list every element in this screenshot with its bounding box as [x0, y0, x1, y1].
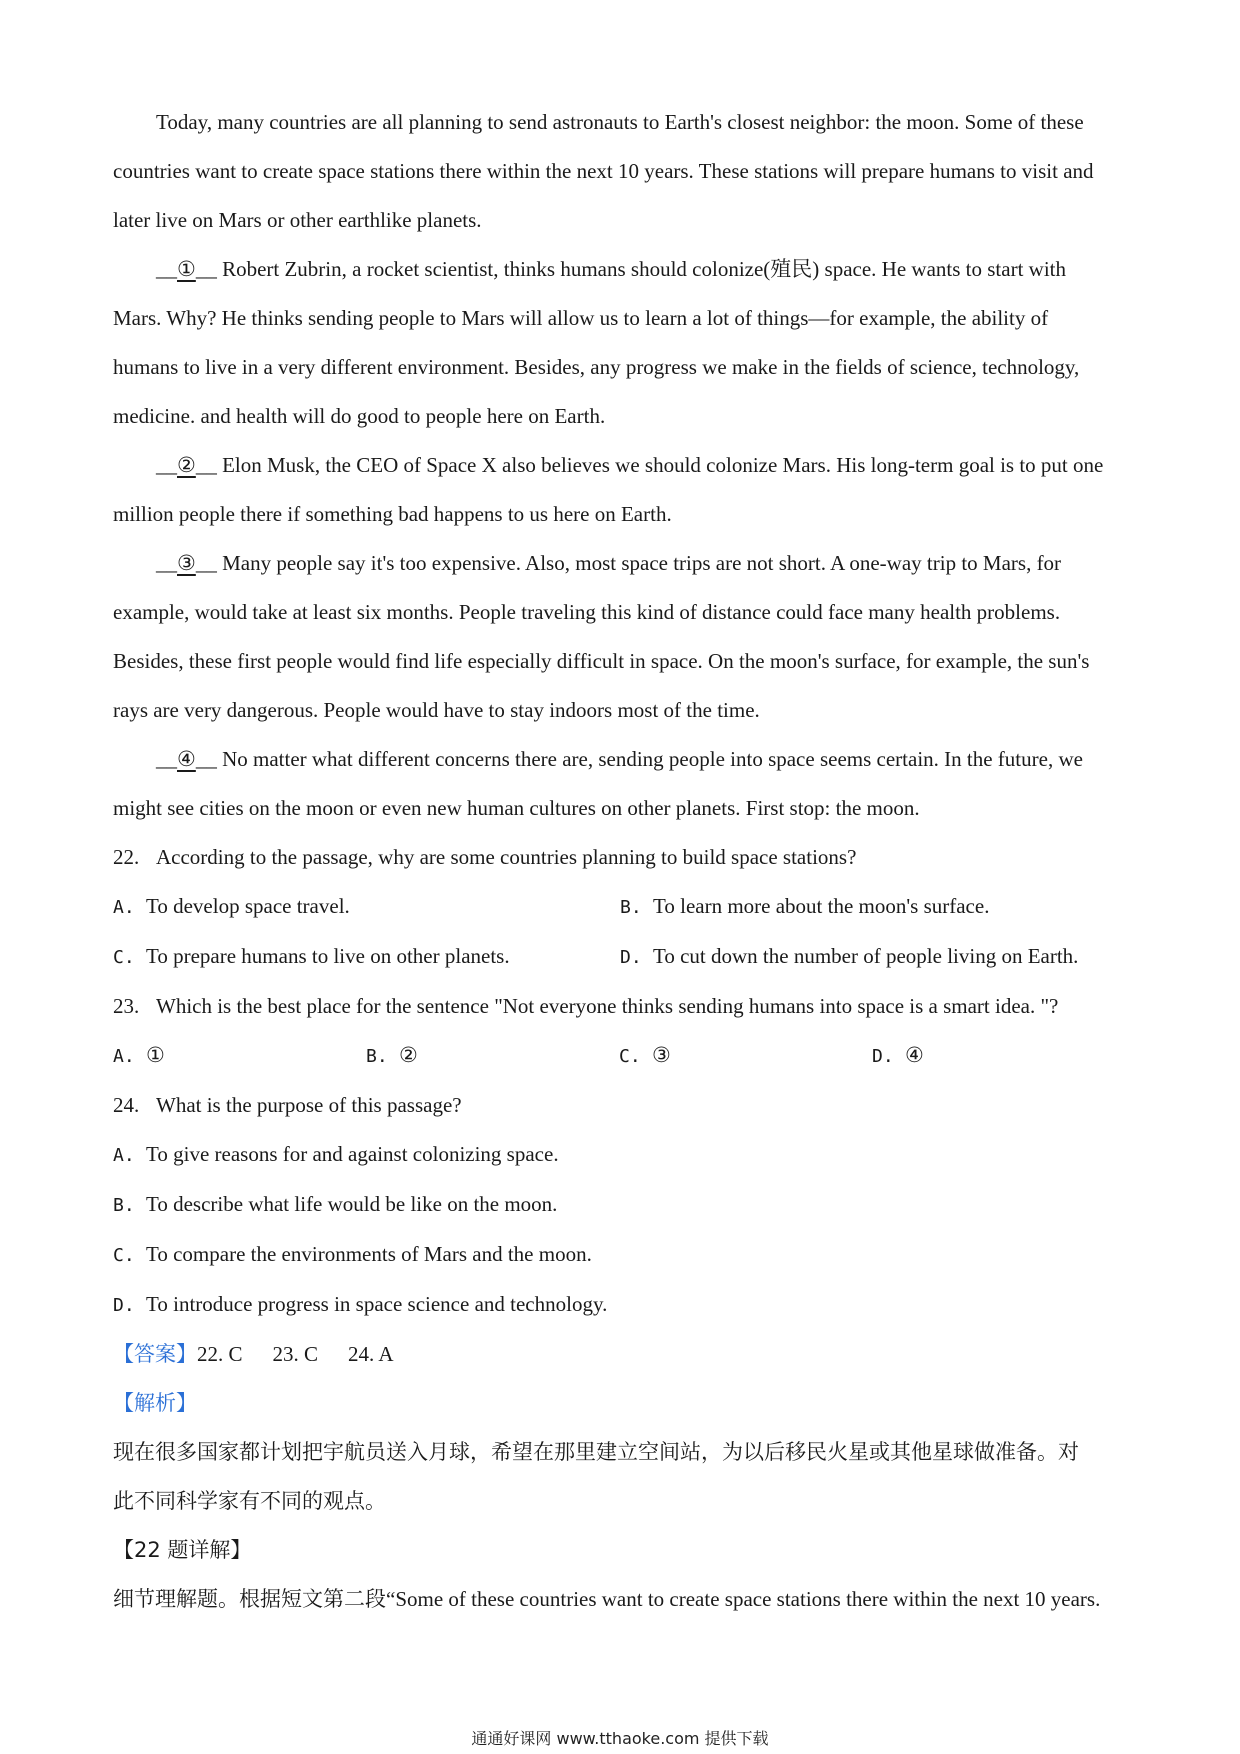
blank-marker: __ [195, 257, 217, 281]
option-letter: C. [113, 1245, 135, 1266]
question-stem [113, 982, 1133, 1031]
option-letter: B. [620, 897, 642, 918]
passage-line: humans to live in a very different environment. Besides, any progress we make in the fields of science, technology, [113, 355, 1080, 379]
question-number: 23. [113, 994, 140, 1018]
passage-text: No matter what different concerns there are, sending people into space seems certain. In the future, we [216, 747, 1083, 771]
passage-line: Today, many countries are all planning to send astronauts to Earth's closest neighbor: the moon. Some of these [156, 110, 1084, 134]
option-text: To develop space travel. [146, 894, 350, 918]
option-text: To learn more about the moon's surface. [653, 894, 990, 918]
passage-line: might see cities on the moon or even new human cultures on other planets. First stop: the moon. [113, 796, 920, 820]
passage-line [113, 735, 1133, 784]
option-text: ④ [905, 1043, 924, 1067]
option-c [619, 1031, 872, 1081]
question-text: According to the passage, why are some countries planning to build space stations? [156, 845, 857, 869]
passage-line: example, would take at least six months. People traveling this kind of distance could face many health problems. [113, 600, 1061, 624]
option-letter: C. [619, 1046, 641, 1067]
option-letter: D. [872, 1046, 894, 1067]
passage-paragraph-5 [113, 735, 1133, 833]
option-letter: B. [366, 1046, 388, 1067]
option-b [620, 882, 1127, 932]
option-a [113, 1031, 366, 1081]
blank-number: ④ [177, 747, 196, 771]
option-row [113, 1031, 1133, 1081]
option-c [113, 1230, 1133, 1280]
answer-line [113, 1330, 1133, 1379]
question-text: Which is the best place for the sentence "Not everyone thinks sending humans into space is a smart idea. "? [156, 994, 1059, 1018]
option-c [113, 932, 620, 982]
answer-label: 【答案】 [113, 1342, 197, 1366]
answer-24: 24. A [348, 1342, 394, 1366]
option-text: To cut down the number of people living on Earth. [653, 944, 1079, 968]
passage-paragraph-1 [113, 98, 1133, 245]
passage-line: Mars. Why? He thinks sending people to Mars will allow us to learn a lot of things—for example, the ability of [113, 306, 1049, 330]
option-letter: B. [113, 1195, 135, 1216]
blank-marker: __ [156, 747, 177, 771]
passage-line [113, 539, 1133, 588]
blank-marker: __ [195, 551, 217, 575]
analysis-summary-line: 现在很多国家都计划把宇航员送入月球，希望在那里建立空间站，为以后移民火星或其他星球做准备。对 [113, 1440, 1079, 1464]
passage-paragraph-4 [113, 539, 1133, 735]
blank-number: ③ [177, 551, 196, 575]
option-row [113, 932, 1133, 982]
question-text: What is the purpose of this passage? [156, 1093, 462, 1117]
option-d [620, 932, 1127, 982]
document-content [113, 98, 1133, 1624]
passage-line: later live on Mars or other earthlike planets. [113, 208, 482, 232]
option-row [113, 882, 1133, 932]
passage-text: Elon Musk, the CEO of Space X also believes we should colonize Mars. His long-term goal is to put one [216, 453, 1104, 477]
option-d [872, 1031, 1125, 1081]
blank-marker: __ [156, 257, 177, 281]
option-letter: D. [113, 1295, 135, 1316]
option-text: To give reasons for and against colonizing space. [146, 1142, 559, 1166]
option-letter: A. [113, 897, 135, 918]
option-text: To compare the environments of Mars and the moon. [146, 1242, 592, 1266]
question-23 [113, 982, 1133, 1081]
passage-paragraph-3 [113, 441, 1133, 539]
option-b [113, 1180, 1133, 1230]
blank-number: ② [177, 453, 196, 477]
footer-source: 通通好课网 www.tthaoke.com 提供下载 [471, 1729, 769, 1748]
question-stem [113, 833, 1133, 882]
blank-number: ① [177, 257, 196, 281]
answer-23: 23. C [272, 1342, 319, 1366]
option-text: To introduce progress in space science and technology. [146, 1292, 608, 1316]
blank-marker: __ [156, 453, 177, 477]
option-b [366, 1031, 619, 1081]
answer-22: 22. C [197, 1342, 243, 1366]
passage-line: rays are very dangerous. People would have to stay indoors most of the time. [113, 698, 760, 722]
passage-line [113, 441, 1133, 490]
blank-marker: __ [195, 747, 217, 771]
question-stem [113, 1081, 1133, 1130]
option-text: To describe what life would be like on the moon. [146, 1192, 558, 1216]
option-a [113, 1130, 1133, 1180]
option-text: ① [146, 1043, 165, 1067]
option-letter: D. [620, 947, 642, 968]
question-24 [113, 1081, 1133, 1330]
passage-line: medicine. and health will do good to people here on Earth. [113, 404, 606, 428]
passage-text: Many people say it's too expensive. Also, most space trips are not short. A one-way trip to Mars, for [216, 551, 1062, 575]
passage-paragraph-2 [113, 245, 1133, 441]
passage-text: Robert Zubrin, a rocket scientist, thinks humans should colonize(殖民) space. He wants to start with [216, 257, 1066, 281]
analysis-label: 【解析】 [113, 1391, 197, 1415]
blank-marker: __ [156, 551, 177, 575]
question-number: 24. [113, 1093, 140, 1117]
option-a [113, 882, 620, 932]
question-22 [113, 833, 1133, 982]
option-text: ② [399, 1043, 418, 1067]
detail-line: 细节理解题。根据短文第二段“Some of these countries want to create space stations there within the next 10 years. [113, 1587, 1101, 1611]
analysis-summary-line: 此不同科学家有不同的观点。 [113, 1489, 386, 1513]
passage-line: countries want to create space stations there within the next 10 years. These stations will prepare humans to visit and [113, 159, 1094, 183]
option-d [113, 1280, 1133, 1330]
option-letter: A. [113, 1046, 135, 1067]
question-number: 22. [113, 845, 140, 869]
passage-line: Besides, these first people would find life especially difficult in space. On the moon's surface, for example, the sun's [113, 649, 1090, 673]
option-letter: C. [113, 947, 135, 968]
option-text: ③ [652, 1043, 671, 1067]
blank-marker: __ [195, 453, 217, 477]
option-letter: A. [113, 1145, 135, 1166]
option-text: To prepare humans to live on other planets. [146, 944, 510, 968]
passage-line [113, 245, 1133, 294]
detail-label: 【22 题详解】 [113, 1538, 252, 1562]
passage-line: million people there if something bad happens to us here on Earth. [113, 502, 672, 526]
